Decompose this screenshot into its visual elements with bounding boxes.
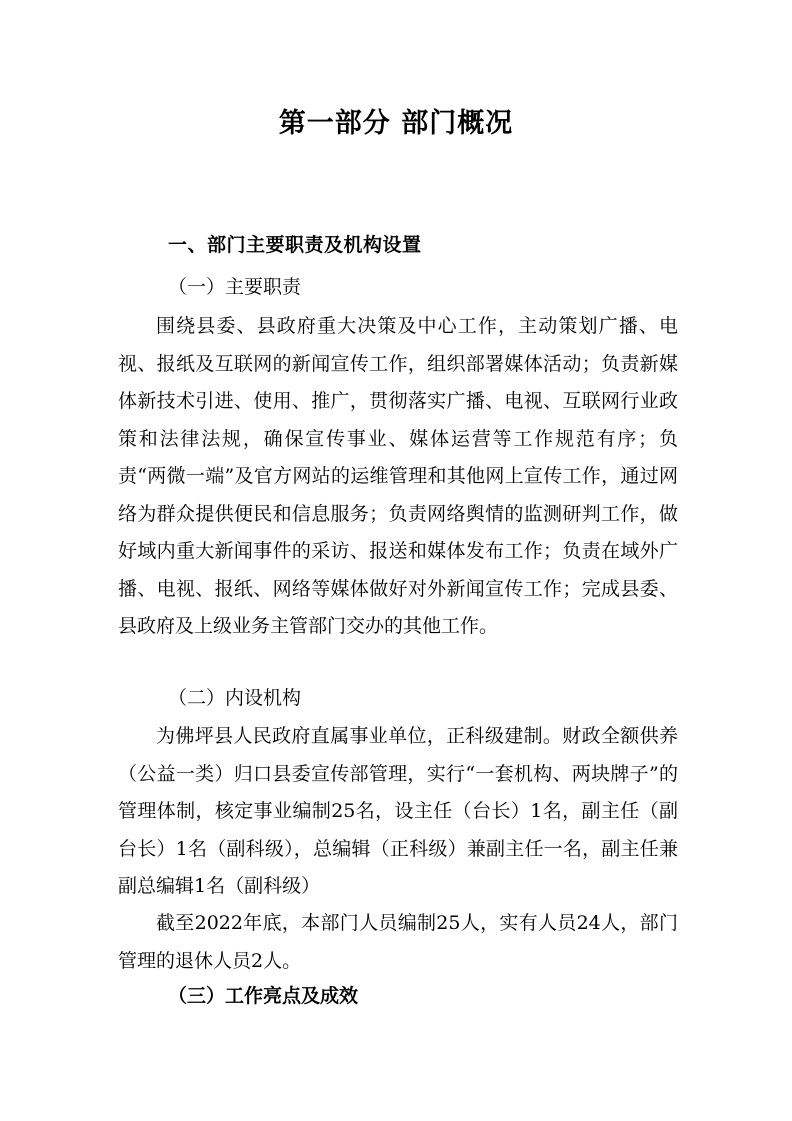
section-heading: 一、部门主要职责及机构设置 xyxy=(168,234,422,256)
paragraph-internal-structure: 为佛坪县人民政府直属事业单位，正科级建制。财政全额供养（公益一类）归口县委宣传部管理，实行“一套机构、两块牌子”的管理体制，核定事业编制25名，设主任（台长）1名，副主任（副台长）1名（副科级），总编辑（正科级）兼副主任一名，副主任兼副总编辑1名（副科级） xyxy=(118,725,678,897)
subsection-heading-internal-structure: （二）内设机构 xyxy=(168,687,302,709)
paragraph-responsibilities: 围绕县委、县政府重大决策及中心工作，主动策划广播、电视、报纸及互联网的新闻宣传工作，组织部署媒体活动；负责新媒体新技术引进、使用、推广，贯彻落实广播、电视、互联网行业政策和法律法规，确保宣传事业、媒体运营等工作规范有序；负责“两微一端”及官方网站的运维管理和其他网上宣传工作，通过网络为群众提供便民和信息服务；负责网络舆情的监测研判工作，做好域内重大新闻事件的采访、报送和媒体发布工作；负责在域外广播、电视、报纸、网络等媒体做好对外新闻宣传工作；完成县委、县政府及上级业务主管部门交办的其他工作。 xyxy=(118,315,678,637)
subsection-heading-responsibilities: （一）主要职责 xyxy=(168,276,302,298)
paragraph-staffing: 截至2022年底，本部门人员编制25人，实有人员24人，部门管理的退休人员2人。 xyxy=(118,912,678,972)
subsection-heading-highlights: （三）工作亮点及成效 xyxy=(168,985,359,1007)
page-title: 第一部分 部门概况 xyxy=(278,108,514,139)
